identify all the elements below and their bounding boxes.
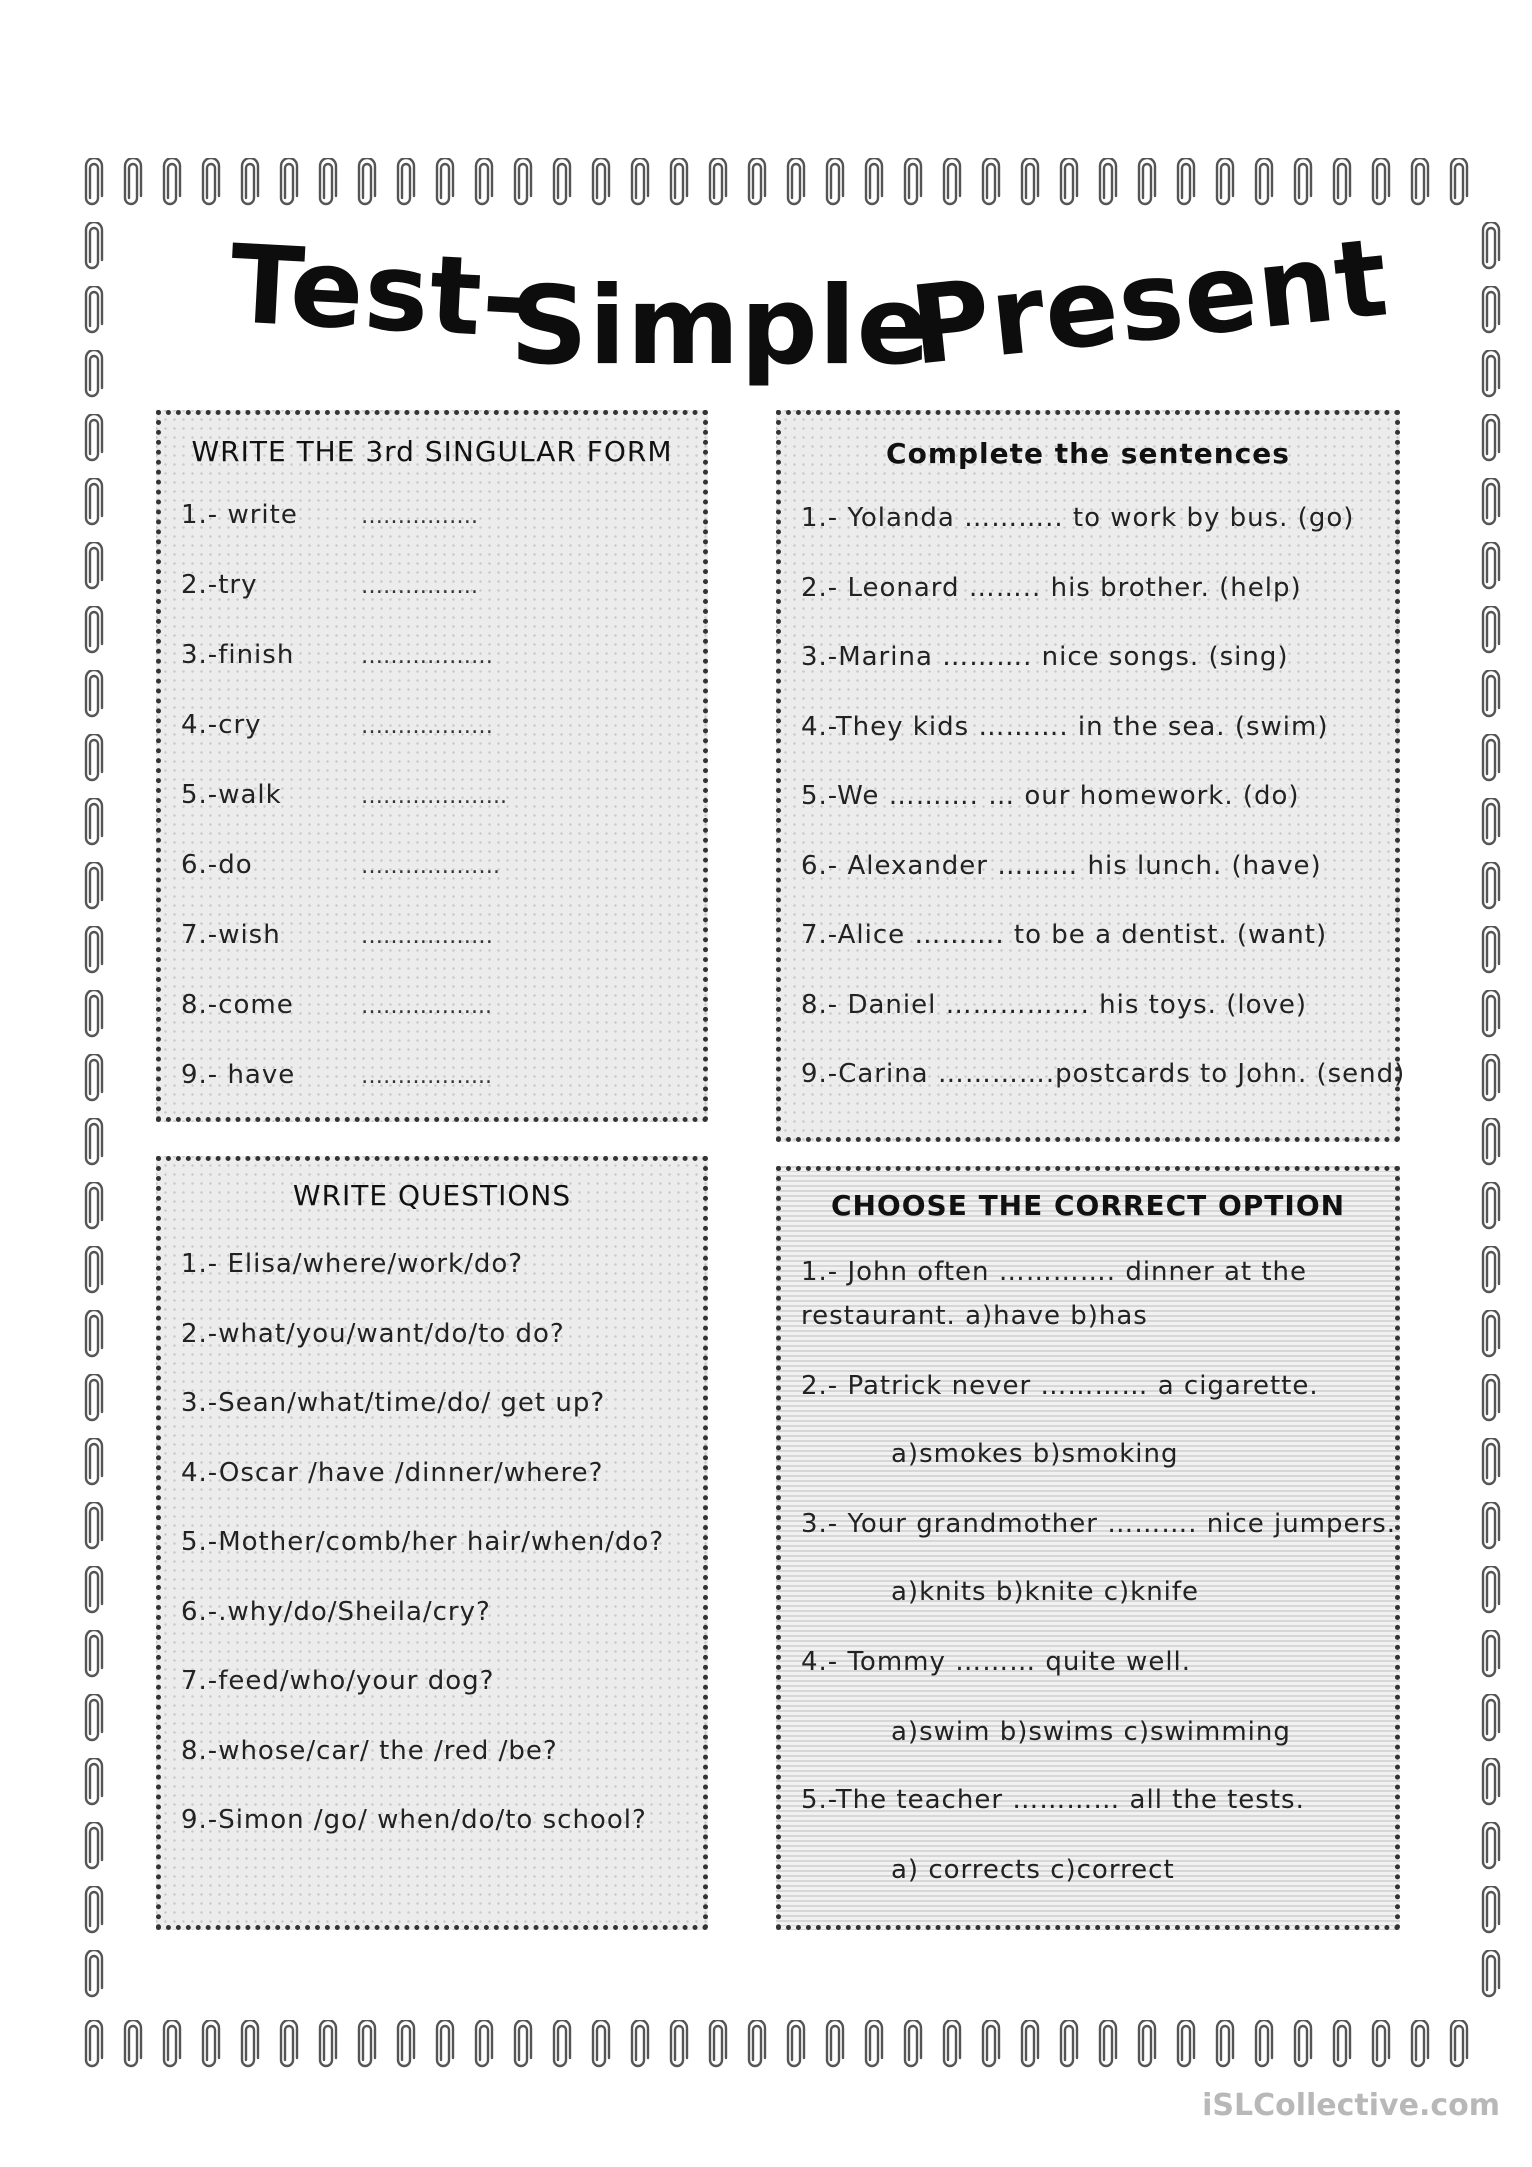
paperclip-icon xyxy=(629,158,651,206)
paperclip-icon xyxy=(1058,158,1080,206)
paperclip-icon xyxy=(1214,2020,1236,2068)
paperclip-icon xyxy=(1480,1502,1502,1550)
section-heading: CHOOSE THE CORRECT OPTION xyxy=(830,1189,1346,1222)
paperclip-icon xyxy=(83,1886,105,1934)
paperclip-icon xyxy=(1097,2020,1119,2068)
page-title xyxy=(225,215,1394,392)
option-question: 2.- Patrick never ………… a cigarette. xyxy=(801,1371,1319,1401)
paperclip-icon xyxy=(83,606,105,654)
sentence-item: 2.- Leonard …….. his brother. (help) xyxy=(801,572,1302,603)
verb-item: 5.-walk xyxy=(181,780,282,810)
option-line: a)swim b)swims c)swimming xyxy=(891,1717,1291,1747)
paperclip-icon xyxy=(1136,158,1158,206)
paperclip-icon xyxy=(83,222,105,270)
paperclip-icon xyxy=(1409,158,1431,206)
paperclip-icon xyxy=(83,1502,105,1550)
paperclip-icon xyxy=(1480,734,1502,782)
paperclip-icon xyxy=(1480,798,1502,846)
paperclip-icon xyxy=(1370,158,1392,206)
title-word-present: Present xyxy=(904,215,1394,390)
paperclip-icon xyxy=(941,2020,963,2068)
paperclip-icon xyxy=(1253,158,1275,206)
paperclip-icon xyxy=(902,158,924,206)
paperclip-icon xyxy=(980,2020,1002,2068)
paperclip-icon xyxy=(200,2020,222,2068)
paperclip-icon xyxy=(1480,670,1502,718)
question-item: 3.-Sean/what/time/do/ get up? xyxy=(181,1388,606,1418)
paperclip-icon xyxy=(1480,1758,1502,1806)
paperclip-icon xyxy=(1480,862,1502,910)
verb-item: 8.-come xyxy=(181,990,294,1020)
paperclip-icon xyxy=(1480,414,1502,462)
paperclip-icon xyxy=(161,2020,183,2068)
paperclip-icon xyxy=(122,158,144,206)
paperclip-icon xyxy=(83,798,105,846)
sentence-item: 4.-They kids ………. in the sea. (swim) xyxy=(801,711,1329,742)
sentence-item: 7.-Alice ………. to be a dentist. (want) xyxy=(801,920,1328,950)
paperclip-icon xyxy=(1448,2020,1470,2068)
question-item: 6.-.why/do/Sheila/cry? xyxy=(181,1596,491,1627)
paperclip-icon xyxy=(707,2020,729,2068)
paperclip-icon xyxy=(356,158,378,206)
paperclip-icon xyxy=(1480,1822,1502,1870)
paperclip-icon xyxy=(83,1438,105,1486)
paperclip-icon xyxy=(239,158,261,206)
answer-blank: ……………… xyxy=(361,714,493,739)
paperclip-icon xyxy=(83,350,105,398)
paperclip-icon xyxy=(1480,1566,1502,1614)
verb-item: 9.- have xyxy=(181,1060,296,1090)
verb-item: 3.-finish xyxy=(181,640,295,670)
title-word-simple: Simple xyxy=(510,264,931,389)
paperclip-icon xyxy=(83,1118,105,1166)
paperclip-icon xyxy=(668,158,690,206)
paperclip-icon xyxy=(1097,158,1119,206)
paperclip-icon xyxy=(83,542,105,590)
paperclip-icon xyxy=(1480,606,1502,654)
verb-item: 2.-try xyxy=(181,570,258,600)
paperclip-icon xyxy=(1448,158,1470,206)
paperclip-icon xyxy=(239,2020,261,2068)
sentence-item: 6.- Alexander ……… his lunch. (have) xyxy=(801,850,1322,881)
paperclip-icon xyxy=(83,862,105,910)
paperclip-icon xyxy=(83,286,105,334)
paperclip-icon xyxy=(785,2020,807,2068)
paperclip-icon xyxy=(161,158,183,206)
paperclip-icon xyxy=(1292,158,1314,206)
answer-blank: ……………… xyxy=(361,924,493,949)
paperclip-icon xyxy=(83,158,105,206)
paperclip-icon xyxy=(1480,350,1502,398)
answer-blank: ……………… xyxy=(361,644,493,669)
paperclip-icon xyxy=(434,158,456,206)
paperclip-icon xyxy=(83,734,105,782)
paperclip-icon xyxy=(83,1182,105,1230)
paperclip-icon xyxy=(83,1566,105,1614)
question-item: 2.-what/you/want/do/to do? xyxy=(181,1318,565,1349)
paperclip-icon xyxy=(1480,1182,1502,1230)
paperclip-icon xyxy=(473,158,495,206)
paperclip-icon xyxy=(83,670,105,718)
option-question: 1.- John often …………. dinner at the xyxy=(801,1257,1308,1287)
paperclip-icon xyxy=(824,158,846,206)
paperclip-icon xyxy=(83,1374,105,1422)
paperclip-icon xyxy=(83,2020,105,2068)
watermark: iSLCollective.com xyxy=(1202,2088,1500,2123)
paperclip-icon xyxy=(1480,1630,1502,1678)
paperclip-icon xyxy=(1480,542,1502,590)
answer-blank: ………………. xyxy=(361,854,500,879)
paperclip-icon xyxy=(629,2020,651,2068)
paperclip-icon xyxy=(473,2020,495,2068)
paperclip-icon xyxy=(863,158,885,206)
paperclip-icon xyxy=(83,1246,105,1294)
sentence-item: 9.-Carina ………….postcards to John. (send) xyxy=(801,1059,1406,1089)
paperclip-icon xyxy=(1331,2020,1353,2068)
paperclip-icon xyxy=(395,2020,417,2068)
paperclip-icon xyxy=(1019,158,1041,206)
question-item: 9.-Simon /go/ when/do/to school? xyxy=(181,1805,647,1835)
option-question: 3.- Your grandmother ………. nice jumpers. xyxy=(801,1509,1397,1539)
paperclip-icon xyxy=(863,2020,885,2068)
verb-item: 6.-do xyxy=(181,850,253,880)
question-item: 4.-Oscar /have /dinner/where? xyxy=(181,1457,604,1488)
paperclip-icon xyxy=(278,158,300,206)
option-line: a) corrects c)correct xyxy=(891,1855,1175,1885)
paperclip-icon xyxy=(1253,2020,1275,2068)
question-item: 1.- Elisa/where/work/do? xyxy=(181,1249,524,1279)
paperclip-icon xyxy=(1214,158,1236,206)
paperclip-icon xyxy=(1480,1950,1502,1998)
paperclip-icon xyxy=(83,926,105,974)
paperclip-icon xyxy=(1175,2020,1197,2068)
paperclip-icon xyxy=(707,158,729,206)
paperclip-icon xyxy=(746,158,768,206)
paperclip-icon xyxy=(83,478,105,526)
sentence-item: 1.- Yolanda ……….. to work by bus. (go) xyxy=(801,503,1355,533)
option-line: a)smokes b)smoking xyxy=(891,1439,1179,1469)
paperclip-icon xyxy=(590,158,612,206)
paperclip-icon xyxy=(1480,1054,1502,1102)
paperclip-icon xyxy=(1480,222,1502,270)
paperclip-icon xyxy=(434,2020,456,2068)
paperclip-icon xyxy=(551,158,573,206)
paperclip-icon xyxy=(590,2020,612,2068)
paperclip-icon xyxy=(83,1822,105,1870)
question-item: 8.-whose/car/ the /red /be? xyxy=(181,1735,558,1766)
paperclip-icon xyxy=(941,158,963,206)
paperclip-icon xyxy=(1409,2020,1431,2068)
paperclip-icon xyxy=(551,2020,573,2068)
question-item: 7.-feed/who/your dog? xyxy=(181,1666,495,1696)
paperclip-icon xyxy=(278,2020,300,2068)
paperclip-icon xyxy=(83,1758,105,1806)
paperclip-icon xyxy=(902,2020,924,2068)
paperclip-icon xyxy=(785,158,807,206)
paperclip-icon xyxy=(317,158,339,206)
paperclip-icon xyxy=(1480,478,1502,526)
answer-blank: ……………... xyxy=(361,1064,492,1089)
paperclip-icon xyxy=(1480,1246,1502,1294)
paperclip-icon xyxy=(395,158,417,206)
paperclip-icon xyxy=(1480,1886,1502,1934)
paperclip-icon xyxy=(1480,1438,1502,1486)
paperclip-icon xyxy=(1480,1374,1502,1422)
paperclip-icon xyxy=(83,1630,105,1678)
write-questions-section xyxy=(156,1156,708,1930)
paperclip-icon xyxy=(83,1054,105,1102)
sentence-item: 3.-Marina ………. nice songs. (sing) xyxy=(801,642,1289,672)
paperclip-icon xyxy=(1480,1694,1502,1742)
paperclip-icon xyxy=(512,158,534,206)
paperclip-icon xyxy=(1292,2020,1314,2068)
answer-blank: ……………. xyxy=(361,504,478,529)
paperclip-icon xyxy=(668,2020,690,2068)
paperclip-icon xyxy=(83,1694,105,1742)
paperclip-icon xyxy=(1019,2020,1041,2068)
option-question: 4.- Tommy ……… quite well. xyxy=(801,1647,1192,1677)
paperclip-icon xyxy=(1331,158,1353,206)
third-singular-section xyxy=(156,410,708,1122)
paperclip-icon xyxy=(1480,990,1502,1038)
paperclip-icon xyxy=(980,158,1002,206)
paperclip-icon xyxy=(200,158,222,206)
answer-blank: ……………….. xyxy=(361,784,507,809)
paperclip-icon xyxy=(1136,2020,1158,2068)
paperclip-icon xyxy=(1058,2020,1080,2068)
question-item: 5.-Mother/comb/her hair/when/do? xyxy=(181,1527,665,1557)
paperclip-icon xyxy=(824,2020,846,2068)
paperclip-icon xyxy=(83,990,105,1038)
paperclip-icon xyxy=(1480,926,1502,974)
verb-item: 4.-cry xyxy=(181,710,262,740)
title-word-test: Test- xyxy=(226,222,532,363)
complete-sentences-section xyxy=(776,410,1406,1142)
answer-blank: ……………... xyxy=(361,994,492,1019)
paperclip-icon xyxy=(1370,2020,1392,2068)
paperclip-icon xyxy=(746,2020,768,2068)
answer-blank: ……………. xyxy=(361,574,478,599)
paperclip-icon xyxy=(1480,286,1502,334)
sentence-item: 8.- Daniel ……………. his toys. (love) xyxy=(801,989,1307,1020)
paperclip-icon xyxy=(512,2020,534,2068)
sentence-item: 5.-We ………. … our homework. (do) xyxy=(801,781,1300,811)
paperclip-icon xyxy=(1480,1118,1502,1166)
paperclip-icon xyxy=(122,2020,144,2068)
option-line: a)knits b)knite c)knife xyxy=(891,1577,1200,1607)
section-heading: WRITE QUESTIONS xyxy=(292,1179,572,1212)
paperclip-icon xyxy=(83,1310,105,1358)
paperclip-icon xyxy=(317,2020,339,2068)
choose-option-section xyxy=(776,1166,1400,1930)
paperclip-icon xyxy=(83,414,105,462)
paperclip-icon xyxy=(83,1950,105,1998)
option-line: restaurant. a)have b)has xyxy=(801,1301,1148,1331)
paperclip-icon xyxy=(1175,158,1197,206)
section-heading: WRITE THE 3rd SINGULAR FORM xyxy=(191,435,673,468)
paperclip-icon xyxy=(356,2020,378,2068)
verb-item: 1.- write xyxy=(181,500,298,530)
option-question: 5.-The teacher ………… all the tests. xyxy=(801,1785,1305,1815)
paperclip-icon xyxy=(1480,1310,1502,1358)
section-heading: Complete the sentences xyxy=(886,437,1290,470)
verb-item: 7.-wish xyxy=(181,920,281,950)
